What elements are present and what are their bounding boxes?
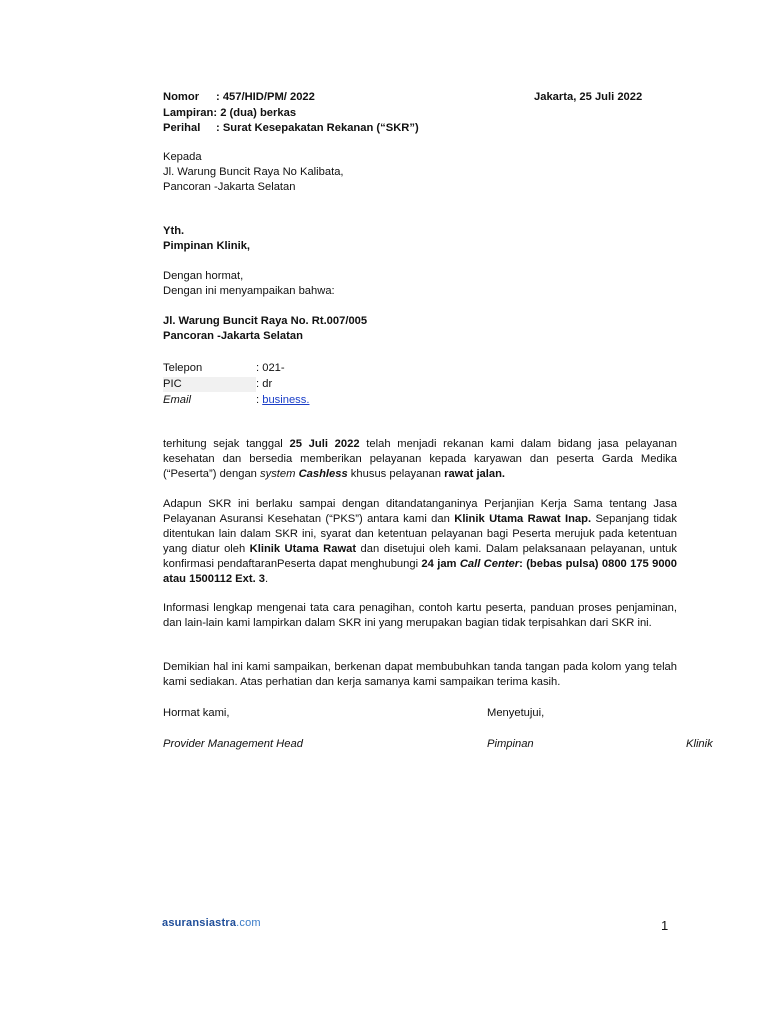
nomor-label: Nomor: [163, 91, 200, 103]
sign-left-title: Provider Management Head: [163, 738, 303, 750]
clinic-address-1: Jl. Warung Buncit Raya No. Rt.007/005: [163, 315, 368, 327]
pic-label: PIC: [163, 377, 256, 392]
pic-value: : dr: [256, 378, 273, 390]
nomor-line: [163, 90, 315, 105]
para2-text-c: dan disetujui oleh kami. Dalam pelaksanaan pelayanan, untuk konfirmasi pendaftaranPeserta dapat menghubungi: [163, 543, 677, 570]
paragraph-2: [163, 497, 677, 587]
email-prefix: :: [256, 394, 263, 406]
sign-right-title-2: Klinik: [686, 738, 713, 750]
paragraph-1: [163, 437, 677, 482]
para2-text-b: Sepanjang tidak ditentukan lain dalam SKR ini, syarat dan ketentuan pelayanan bagi Peserta merujuk pada ketentuan yang diatur oleh: [163, 513, 677, 555]
footer-domain: .com: [236, 917, 261, 929]
yth-label: Yth.: [163, 225, 185, 237]
email-link[interactable]: business.: [262, 394, 310, 406]
letter-date: Jakarta, 25 Juli 2022: [534, 91, 643, 103]
para1-text-b: telah menjadi rekanan kami dalam bidang jasa pelayanan kesehatan dan bersedia memberikan pelayanan kepada karyawan dan peserta Garda Medika (“Peserta”) dengan: [163, 438, 678, 480]
para1-text-c: khusus pelayanan: [347, 468, 445, 480]
intro-line: Dengan ini menyampaikan bahwa:: [163, 285, 335, 297]
page-number: 1: [661, 918, 669, 933]
paragraph-3: Informasi lengkap mengenai tata cara penagihan, contoh kartu peserta, panduan proses penjaminan, dan lain-lain kami lampirkan dalam SKR ini yang merupakan bagian tidak terpisahkan dari SKR ini.: [163, 602, 677, 629]
para2-end: .: [265, 573, 269, 585]
para1-date: 25 Juli 2022: [289, 438, 360, 450]
lampiran-value: : 2 (dua) berkas: [213, 107, 297, 119]
sign-right-title: Pimpinan: [487, 738, 534, 750]
telepon-value: : 021-: [256, 362, 285, 374]
footer-logo: [162, 917, 261, 929]
perihal-line: [163, 121, 419, 136]
para1-rawat: rawat jalan.: [444, 468, 506, 480]
para2-call-center: Call Center: [459, 558, 520, 570]
sign-right-greeting: Menyetujui,: [487, 707, 545, 719]
recipient-address-1: Jl. Warung Buncit Raya No Kalibata,: [163, 166, 344, 178]
lampiran-label: Lampiran: [163, 107, 214, 119]
para1-cashless: Cashless: [298, 468, 348, 480]
para1-text-a: terhitung sejak tanggal: [163, 438, 290, 450]
email-line: [163, 393, 309, 408]
pic-line: [163, 377, 272, 392]
recipient-address-2: Pancoran -Jakarta Selatan: [163, 181, 296, 193]
telepon-label: Telepon: [163, 362, 203, 374]
para2-hotline: : (bebas pulsa) 0800 175 9000 atau 1500112 Ext. 3: [163, 558, 677, 585]
nomor-value: : 457/HID/PM/ 2022: [216, 91, 315, 103]
footer-brand: asuransiastra: [162, 917, 237, 929]
email-label: Email: [163, 394, 191, 406]
perihal-label: Perihal: [163, 122, 201, 134]
perihal-value: : Surat Kesepakatan Rekanan (“SKR”): [216, 122, 419, 134]
clinic-address-2: Pancoran -Jakarta Selatan: [163, 330, 303, 342]
para2-klinik-2: Klinik Utama Rawat: [249, 543, 357, 555]
telepon-line: [163, 361, 285, 376]
lampiran-line: [163, 106, 296, 121]
greeting: Dengan hormat,: [163, 270, 244, 282]
para2-klinik-1: Klinik Utama Rawat Inap.: [454, 513, 592, 525]
para1-system: system: [260, 468, 296, 480]
kepada-label: Kepada: [163, 151, 202, 163]
sign-left-greeting: Hormat kami,: [163, 707, 230, 719]
addressee: Pimpinan Klinik,: [163, 240, 251, 252]
para2-jam: 24 jam: [421, 558, 460, 570]
paragraph-4: Demikian hal ini kami sampaikan, berkenan dapat membubuhkan tanda tangan pada kolom yang telah kami sediakan. Atas perhatian dan kerja samanya kami sampaikan terima kasih.: [163, 661, 677, 688]
para2-text-a: Adapun SKR ini berlaku sampai dengan ditandatanganinya Perjanjian Kerja Sama tentang Jasa Pelayanan Asuransi Kesehatan (“PKS”) antara kami dan: [163, 498, 677, 525]
